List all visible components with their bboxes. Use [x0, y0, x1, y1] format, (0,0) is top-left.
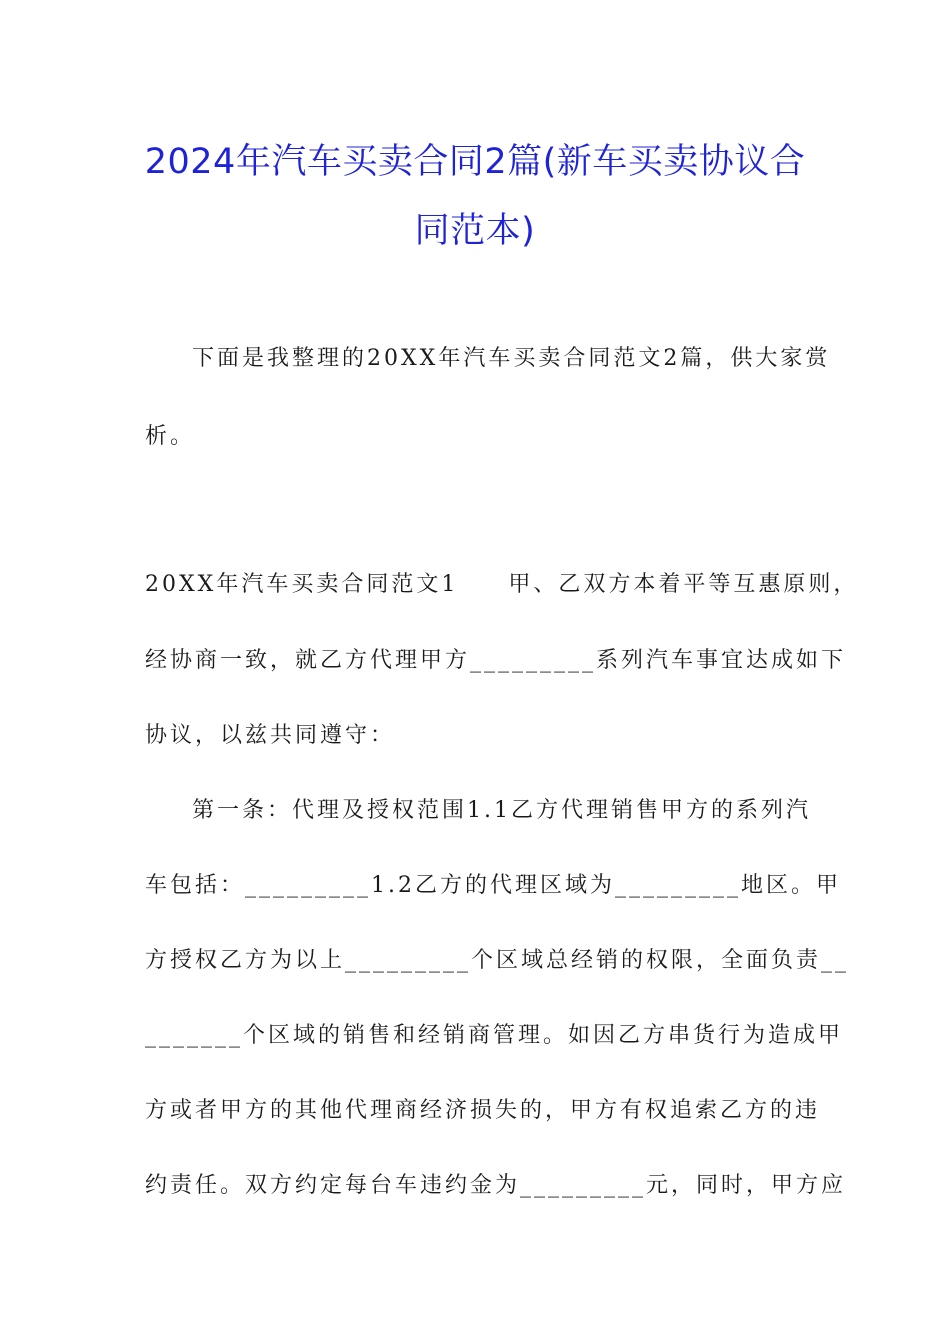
- contract-paragraph-line-3: 协议，以兹共同遵守：: [145, 723, 396, 748]
- article-one-line-3: 方授权乙方为以上_________个区域总经销的权限，全面负责__: [145, 948, 850, 973]
- contract-paragraph-line-2: 经协商一致，就乙方代理甲方_________系列汽车事宜达成如下: [145, 648, 847, 673]
- document-title-line-2: 同范本): [414, 211, 536, 251]
- article-one-line-1: 第一条：代理及授权范围1.1乙方代理销售甲方的系列汽: [192, 798, 811, 823]
- article-one-line-5: 方或者甲方的其他代理商经济损失的，甲方有权追索乙方的违: [145, 1098, 821, 1123]
- document-title-line-1: 2024年汽车买卖合同2篇(新车买卖协议合: [144, 142, 806, 182]
- article-one-line-4: _______个区域的销售和经销商管理。如因乙方串货行为造成甲: [145, 1023, 844, 1048]
- article-one-line-2: 车包括：_________1.2乙方的代理区域为_________地区。甲: [145, 873, 841, 898]
- article-one-line-6: 约责任。双方约定每台车违约金为_________元，同时，甲方应: [145, 1173, 847, 1198]
- contract-paragraph-line-1: 20XX年汽车买卖合同范文1 甲、乙双方本着平等互惠原则，: [145, 572, 859, 597]
- intro-paragraph-line-1: 下面是我整理的20XX年汽车买卖合同范文2篇，供大家赏: [192, 346, 831, 371]
- intro-paragraph-line-2: 析。: [145, 424, 196, 449]
